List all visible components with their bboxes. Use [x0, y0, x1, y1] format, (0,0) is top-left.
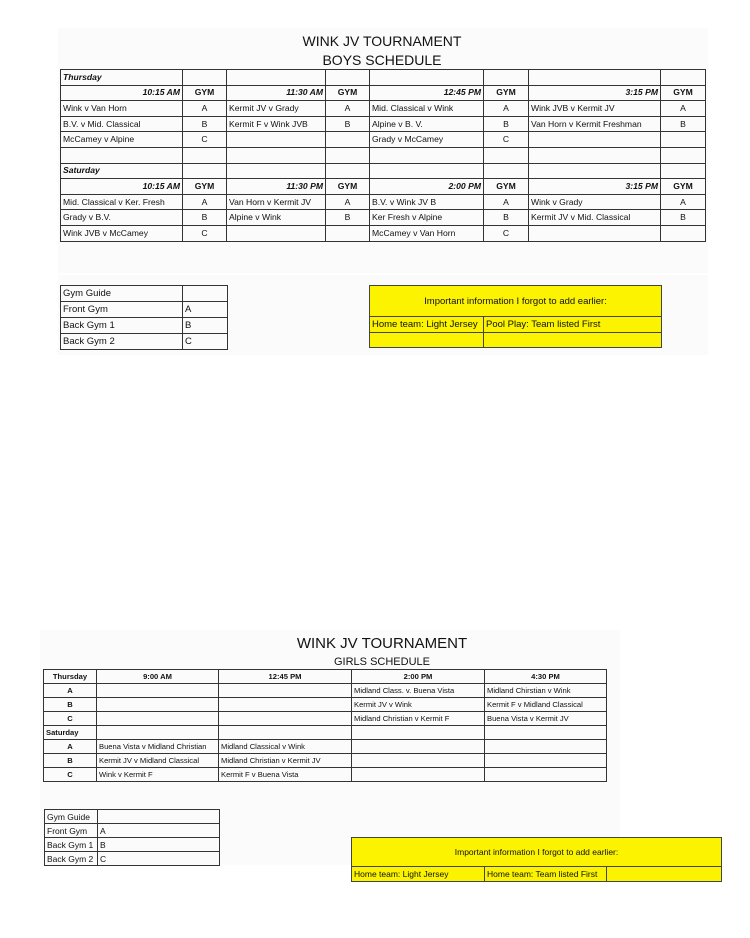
game-row: [44, 684, 607, 698]
matchup: Kermit JV v Grady: [227, 101, 326, 117]
gym-guide-code: C: [183, 334, 228, 350]
gym-code: A: [183, 194, 227, 210]
gym-guide-label: Back Gym 1: [61, 318, 183, 334]
empty-cell: [529, 70, 661, 86]
gym-guide-title: Gym Guide: [45, 810, 98, 824]
matchup: [352, 768, 485, 782]
spacer-row: [61, 147, 706, 163]
gym-code: A: [484, 194, 529, 210]
matchup: [352, 754, 485, 768]
gym-code: C: [484, 132, 529, 148]
matchup: Kermit F v Wink JVB: [227, 116, 326, 132]
gym-guide-code: C: [98, 852, 220, 866]
matchup: [97, 712, 219, 726]
matchup: Wink v Kermit F: [97, 768, 219, 782]
matchup: B.V. v Wink JV B: [370, 194, 484, 210]
boys-subtitle: BOYS SCHEDULE: [322, 52, 442, 68]
girls-gym-guide: [44, 809, 220, 866]
gym-header: GYM: [661, 85, 706, 101]
game-row: [61, 116, 706, 132]
gym-guide-code: B: [183, 318, 228, 334]
matchup: Kermit JV v Wink: [352, 698, 485, 712]
matchup: Wink v Van Horn: [61, 101, 183, 117]
gym-code: A: [661, 194, 706, 210]
gym-guide-title: Gym Guide: [61, 286, 183, 302]
empty-cell: [370, 70, 484, 86]
matchup: Wink JVB v McCamey: [61, 225, 183, 241]
matchup: [219, 684, 352, 698]
matchup: Mid. Classical v Ker. Fresh: [61, 194, 183, 210]
matchup: Alpine v B. V.: [370, 116, 484, 132]
empty-cell: [352, 726, 485, 740]
empty-cell: [484, 70, 529, 86]
day-label: Thursday: [61, 70, 183, 86]
matchup: Grady v McCamey: [370, 132, 484, 148]
gym-code: B: [44, 698, 97, 712]
matchup: [529, 225, 661, 241]
matchup: McCamey v Van Horn: [370, 225, 484, 241]
boys-gym-guide: [60, 285, 228, 350]
time-slot-header: 11:30 PM: [227, 179, 326, 195]
info-home-team: Home team: Light Jersey: [370, 317, 484, 333]
matchup: [485, 740, 607, 754]
gym-code: [661, 225, 706, 241]
gym-guide-label: Back Gym 2: [61, 334, 183, 350]
gym-code: B: [44, 754, 97, 768]
time-slot-header: 9:00 AM: [97, 670, 219, 684]
empty-cell: [661, 147, 706, 163]
gym-code: C: [183, 225, 227, 241]
info-pool-play: Pool Play: Team listed First: [484, 317, 662, 333]
matchup: [227, 225, 326, 241]
matchup: Buena Vista v Kermit JV: [485, 712, 607, 726]
matchup: Midland Christian v Kermit F: [352, 712, 485, 726]
girls-title: WINK JV TOURNAMENT: [296, 635, 468, 652]
day-row: [44, 726, 607, 740]
gym-header: GYM: [183, 85, 227, 101]
gym-guide-label: Back Gym 1: [45, 838, 98, 852]
empty-cell: [183, 70, 227, 86]
matchup: [485, 754, 607, 768]
time-header-row: [61, 179, 706, 195]
gym-guide-code: A: [183, 302, 228, 318]
matchup: Van Horn v Kermit Freshman: [529, 116, 661, 132]
matchup: Kermit JV v Mid. Classical: [529, 210, 661, 226]
matchup: Midland Class. v. Buena Vista: [352, 684, 485, 698]
gym-code: B: [661, 116, 706, 132]
gym-code: B: [484, 210, 529, 226]
time-slot-header: 12:45 PM: [370, 85, 484, 101]
gym-code: A: [661, 101, 706, 117]
gym-code: C: [44, 712, 97, 726]
gym-code: B: [183, 210, 227, 226]
gym-guide-code: B: [98, 838, 220, 852]
matchup: Ker Fresh v Alpine: [370, 210, 484, 226]
gym-guide-label: Back Gym 2: [45, 852, 98, 866]
matchup: Wink JVB v Kermit JV: [529, 101, 661, 117]
gym-code: B: [661, 210, 706, 226]
gym-header: GYM: [326, 85, 370, 101]
matchup: [352, 740, 485, 754]
gym-header: GYM: [326, 179, 370, 195]
empty-cell: [370, 147, 484, 163]
matchup: Mid. Classical v Wink: [370, 101, 484, 117]
time-slot-header: 2:00 PM: [352, 670, 485, 684]
boys-info-box: [369, 285, 662, 348]
info-home-team: Home team: Light Jersey: [352, 867, 485, 882]
gym-code: A: [44, 684, 97, 698]
matchup: [529, 132, 661, 148]
game-row: [44, 768, 607, 782]
gym-code: A: [44, 740, 97, 754]
gym-code: A: [326, 194, 370, 210]
girls-info-box: [351, 837, 722, 882]
game-row: [44, 740, 607, 754]
gym-code: [326, 132, 370, 148]
gym-header: GYM: [661, 179, 706, 195]
empty-cell: [326, 70, 370, 86]
info-title: Important information I forgot to add earlier:: [370, 286, 662, 317]
time-header-row: [61, 85, 706, 101]
empty-cell: [485, 726, 607, 740]
day-label: Saturday: [44, 726, 97, 740]
gym-code: [661, 132, 706, 148]
time-slot-header: 11:30 AM: [227, 85, 326, 101]
gym-code: [326, 225, 370, 241]
day-row: [61, 70, 706, 86]
empty-cell: [326, 163, 370, 179]
empty-cell: [183, 163, 227, 179]
gym-guide-label: Front Gym: [61, 302, 183, 318]
matchup: [485, 768, 607, 782]
empty-cell: [661, 70, 706, 86]
matchup: Grady v B.V.: [61, 210, 183, 226]
gym-guide-label: Front Gym: [45, 824, 98, 838]
gym-code: B: [326, 210, 370, 226]
empty-cell: [529, 147, 661, 163]
game-row: [44, 712, 607, 726]
game-row: [61, 194, 706, 210]
gym-code: B: [484, 116, 529, 132]
time-slot-header: 2:00 PM: [370, 179, 484, 195]
matchup: B.V. v Mid. Classical: [61, 116, 183, 132]
game-row: [61, 225, 706, 241]
matchup: Midland Chirstian v Wink: [485, 684, 607, 698]
game-row: [61, 210, 706, 226]
empty-cell: [326, 147, 370, 163]
header-row: [44, 670, 607, 684]
time-slot-header: 10:15 AM: [61, 179, 183, 195]
matchup: Midland Christian v Kermit JV: [219, 754, 352, 768]
empty-cell: [227, 147, 326, 163]
game-row: [61, 132, 706, 148]
boys-schedule-table: [60, 69, 706, 242]
empty-cell: [61, 147, 183, 163]
time-slot-header: 12:45 PM: [219, 670, 352, 684]
gym-header: GYM: [183, 179, 227, 195]
time-slot-header: 4:30 PM: [485, 670, 607, 684]
matchup: Buena Vista v Midland Christian: [97, 740, 219, 754]
info-title: Important information I forgot to add earlier:: [352, 838, 722, 867]
time-slot-header: 10:15 AM: [61, 85, 183, 101]
time-slot-header: 3:15 PM: [529, 85, 661, 101]
matchup: [97, 698, 219, 712]
gym-code: C: [484, 225, 529, 241]
empty-cell: [484, 147, 529, 163]
matchup: Kermit JV v Midland Classical: [97, 754, 219, 768]
empty-cell: [227, 163, 326, 179]
matchup: [97, 684, 219, 698]
empty-cell: [661, 163, 706, 179]
matchup: [219, 712, 352, 726]
day-label: Thursday: [44, 670, 97, 684]
game-row: [61, 101, 706, 117]
game-row: [44, 754, 607, 768]
matchup: McCamey v Alpine: [61, 132, 183, 148]
empty-cell: [183, 147, 227, 163]
matchup: Kermit F v Midland Classical: [485, 698, 607, 712]
info-team-first: Home team: Team listed First: [485, 867, 607, 882]
matchup: [219, 698, 352, 712]
gym-code: B: [326, 116, 370, 132]
matchup: Van Horn v Kermit JV: [227, 194, 326, 210]
boys-title: WINK JV TOURNAMENT: [302, 33, 462, 49]
day-row: [61, 163, 706, 179]
gym-header: GYM: [484, 85, 529, 101]
day-label: Saturday: [61, 163, 183, 179]
gym-header: GYM: [484, 179, 529, 195]
matchup: Alpine v Wink: [227, 210, 326, 226]
gym-code: A: [484, 101, 529, 117]
empty-cell: [529, 163, 661, 179]
time-slot-header: 3:15 PM: [529, 179, 661, 195]
gym-code: B: [183, 116, 227, 132]
empty-cell: [484, 163, 529, 179]
matchup: Midland Classical v Wink: [219, 740, 352, 754]
empty-cell: [219, 726, 352, 740]
gym-guide-code: A: [98, 824, 220, 838]
empty-cell: [370, 163, 484, 179]
girls-subtitle: GIRLS SCHEDULE: [334, 656, 430, 668]
matchup: [227, 132, 326, 148]
gym-code: A: [183, 101, 227, 117]
empty-cell: [227, 70, 326, 86]
matchup: Kermit F v Buena Vista: [219, 768, 352, 782]
gym-code: C: [183, 132, 227, 148]
matchup: Wink v Grady: [529, 194, 661, 210]
game-row: [44, 698, 607, 712]
gym-code: C: [44, 768, 97, 782]
girls-schedule-table: [43, 669, 607, 782]
gym-code: A: [326, 101, 370, 117]
empty-cell: [97, 726, 219, 740]
